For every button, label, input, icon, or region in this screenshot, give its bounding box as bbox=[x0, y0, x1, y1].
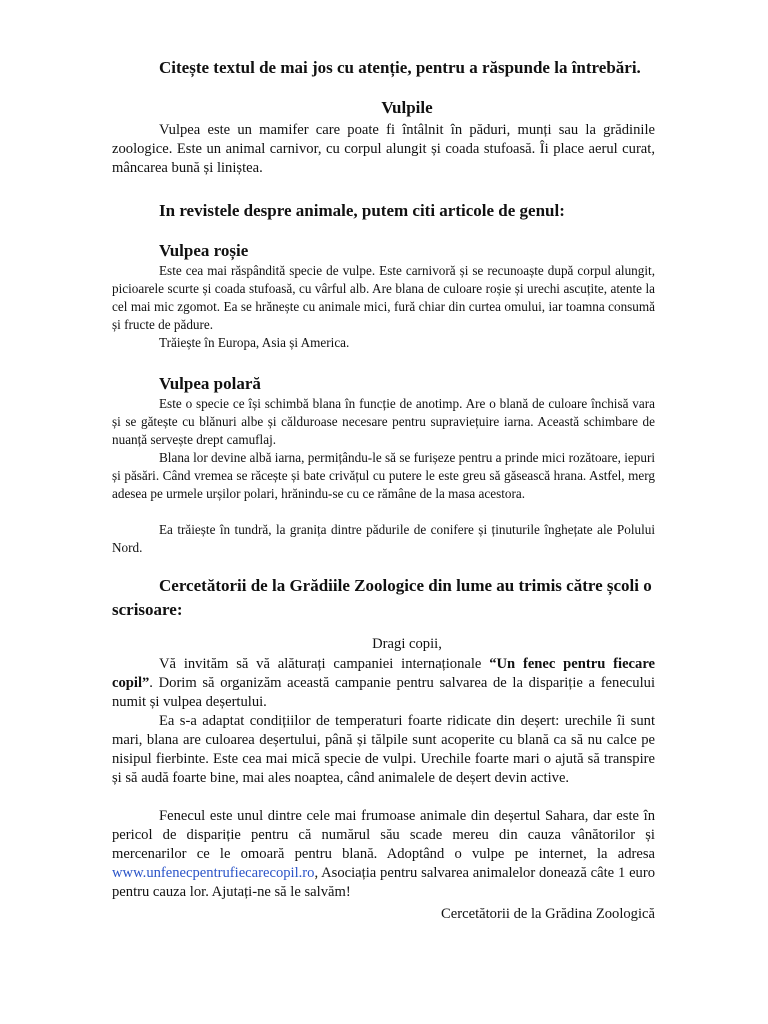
letter-paragraph-2: Ea s-a adaptat condițiilor de temperaturi foarte ridicate din deșert: urechile îi sunt mari, blana are culoarea deșertului, până și tălpile sunt acoperite cu blană ca să nu calce pe nisipul fierbinte. Este cea mai mică specie de vulpi. Urechile foarte mari o ajută să transpire și să audă foarte bine, mai ales noaptea, când animalele de deșert devin active. bbox=[112, 713, 655, 786]
red-fox-heading: Vulpea roșie bbox=[159, 241, 249, 260]
letter-paragraph-1 bbox=[112, 655, 655, 712]
polar-fox-paragraph-3: Ea trăiește în tundră, la granița dintre pădurile de conifere și ținuturile înghețate ale Polului Nord. bbox=[112, 522, 655, 555]
letter-intro-heading: Cercetătorii de la Grădiile Zoologice din lume au trimis către școli o scrisoare: bbox=[112, 576, 652, 619]
document-title: Vulpile bbox=[381, 98, 433, 117]
polar-fox-heading: Vulpea polară bbox=[159, 374, 261, 393]
polar-fox-paragraph-2: Blana lor devine albă iarna, permițându-le să se furișeze pentru a prinde mici rozătoare, iepuri și păsări. Când vremea se răcește și bate crivățul cu putere le este greu să găsească hrana. Astfel, merg adesea pe urmele urșilor polari, hrănindu-se cu ce rămâne de la masa acestora. bbox=[112, 450, 655, 501]
letter-p1-text-a: Vă invităm să vă alăturați campaniei internaționale bbox=[159, 656, 490, 672]
intro-paragraph: Vulpea este un mamifer care poate fi întâlnit în păduri, munți sau la grădinile zoologice. Este un animal carnivor, cu corpul alungit și coada stufoasă. Îi place aerul curat, mâncarea bună și liniștea. bbox=[112, 122, 655, 176]
red-fox-paragraph-2: Trăiește în Europa, Asia și America. bbox=[159, 335, 350, 350]
letter-signature: Cercetătorii de la Grădina Zoologică bbox=[441, 906, 655, 922]
campaign-name: “Un fenec pentru fiecare copil” bbox=[112, 656, 656, 691]
letter-p3-text-b: , Asociația pentru salvarea animalelor donează câte 1 euro pentru cauza lor. Ajutați-ne să le salvăm! bbox=[112, 865, 655, 900]
polar-fox-paragraph-1: Este o specie ce își schimbă blana în funcție de anotimp. Are o blană de culoare închisă vara și se gătește cu blănuri albe și călduroase necesare pentru supraviețuire iarna. Această schimbare de nuanță servește drept camuflaj. bbox=[112, 396, 655, 447]
letter-paragraph-3 bbox=[112, 807, 655, 902]
campaign-website-link[interactable]: www.unfenecpentrufiecarecopil.ro bbox=[112, 865, 315, 881]
letter-greeting: Dragi copii, bbox=[372, 636, 442, 652]
letter-p3-text-a: Fenecul este unul dintre cele mai frumoase animale din deșertul Sahara, dar este în pericol de dispariție pentru că numărul său scade mereu din cauza vânătorilor și mercenarilor ce le omoară pentru blană. Adoptând o vulpe pe internet, la adresa bbox=[112, 808, 655, 862]
section-intro-heading: In revistele despre animale, putem citi articole de genul: bbox=[159, 201, 565, 220]
red-fox-paragraph-1: Este cea mai răspândită specie de vulpe. Este carnivoră și se recunoaște după corpul alungit, picioarele scurte și coada stufoasă, cu vârful alb. Are blana de culoare roșie și urechi ascuțite, atente la cel mai mic zgomot. Ea se hrănește cu animale mici, fură chiar din curtea omului, iar toamna consumă și fructe de pădure. bbox=[112, 263, 655, 332]
letter-p1-text-b: . Dorim să organizăm această campanie pentru salvarea de la dispariție a fenecului numit și vulpea deșertului. bbox=[112, 675, 655, 710]
instruction-text: Citește textul de mai jos cu atenție, pentru a răspunde la întrebări. bbox=[159, 58, 641, 77]
